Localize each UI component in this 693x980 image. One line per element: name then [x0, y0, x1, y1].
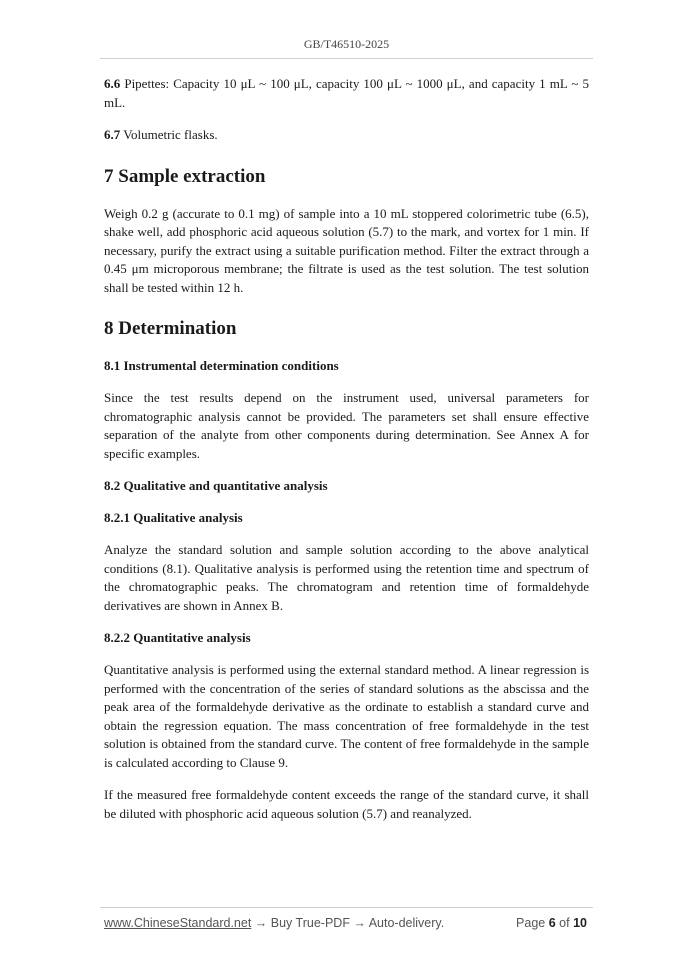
page-indicator — [516, 916, 587, 930]
of-label: of — [559, 916, 570, 930]
page-label: Page — [516, 916, 546, 930]
header-divider — [100, 58, 593, 59]
page-total: 10 — [573, 916, 587, 930]
section-8-heading: 8 Determination — [104, 318, 237, 339]
section-8-2-2-paragraph-1: Quantitative analysis is performed using the external standard method. A linear regression is performed with the concentration of the series of standard solutions as the abscissa and the peak area of the formaldehyde derivative as the ordinate to establish a standard curve and obtain the regression equation. The mass concentration of free formaldehyde in the test solution is obtained from the standard curve. The content of free formaldehyde in the sample is calculated according to Clause 9. — [104, 662, 589, 770]
section-8-2-2-paragraph-2: If the measured free formaldehyde content exceeds the range of the standard curve, it shall be diluted with phosphoric acid aqueous solution (5.7) and reanalyzed. — [104, 787, 589, 821]
page-header: GB/T46510-2025 — [303, 37, 390, 51]
clause-text: Pipettes: Capacity 10 μL ~ 100 μL, capacity 100 μL ~ 1000 μL, and capacity 1 mL ~ 5 mL. — [104, 76, 590, 110]
promo-text: → Buy True-PDF → Auto-delivery. — [254, 916, 445, 930]
section-8-1-heading: 8.1 Instrumental determination conditions — [104, 358, 339, 373]
section-7-paragraph: Weigh 0.2 g (accurate to 0.1 mg) of sample into a 10 mL stoppered colorimetric tube (6.5), shake well, add phosphoric acid aqueous solution (5.7) to the mark, and vortex for 1 min. If necessary, purify the extract using a suitable purification method. Filter the extract through a 0.45 μm microporous membrane; the filtrate is used as the test solution. The test solution shall be tested within 12 h. — [104, 205, 589, 295]
footer-divider — [100, 907, 593, 908]
clause-6-7 — [104, 126, 589, 145]
section-8-2-1-paragraph: Analyze the standard solution and sample solution according to the above analytical conditions (8.1). Qualitative analysis is performed using the retention time and spectrum of the chromatographic peaks. The chromatogram and retention time of formaldehyde derivatives are shown in Annex B. — [104, 542, 589, 613]
section-8-2-heading: 8.2 Qualitative and quantitative analysis — [104, 478, 328, 493]
section-8-2-2-heading: 8.2.2 Quantitative analysis — [104, 630, 251, 645]
clause-number: 6.6 — [104, 76, 121, 91]
section-8-1-paragraph: Since the test results depend on the instrument used, universal parameters for chromatographic analysis cannot be provided. The parameters set shall ensure effective separation of the analyte from other components during determination. See Annex A for specific examples. — [104, 390, 589, 461]
clause-6-6 — [104, 75, 589, 112]
section-8-2-1-heading: 8.2.1 Qualitative analysis — [104, 510, 243, 525]
section-7-heading: 7 Sample extraction — [104, 165, 266, 187]
site-link[interactable]: www.ChineseStandard.net — [104, 916, 252, 930]
page-content — [104, 75, 589, 837]
clause-text: Volumetric flasks. — [123, 127, 218, 142]
clause-number: 6.7 — [104, 127, 121, 142]
footer-promo — [104, 916, 444, 930]
page-number: 6 — [548, 916, 556, 930]
